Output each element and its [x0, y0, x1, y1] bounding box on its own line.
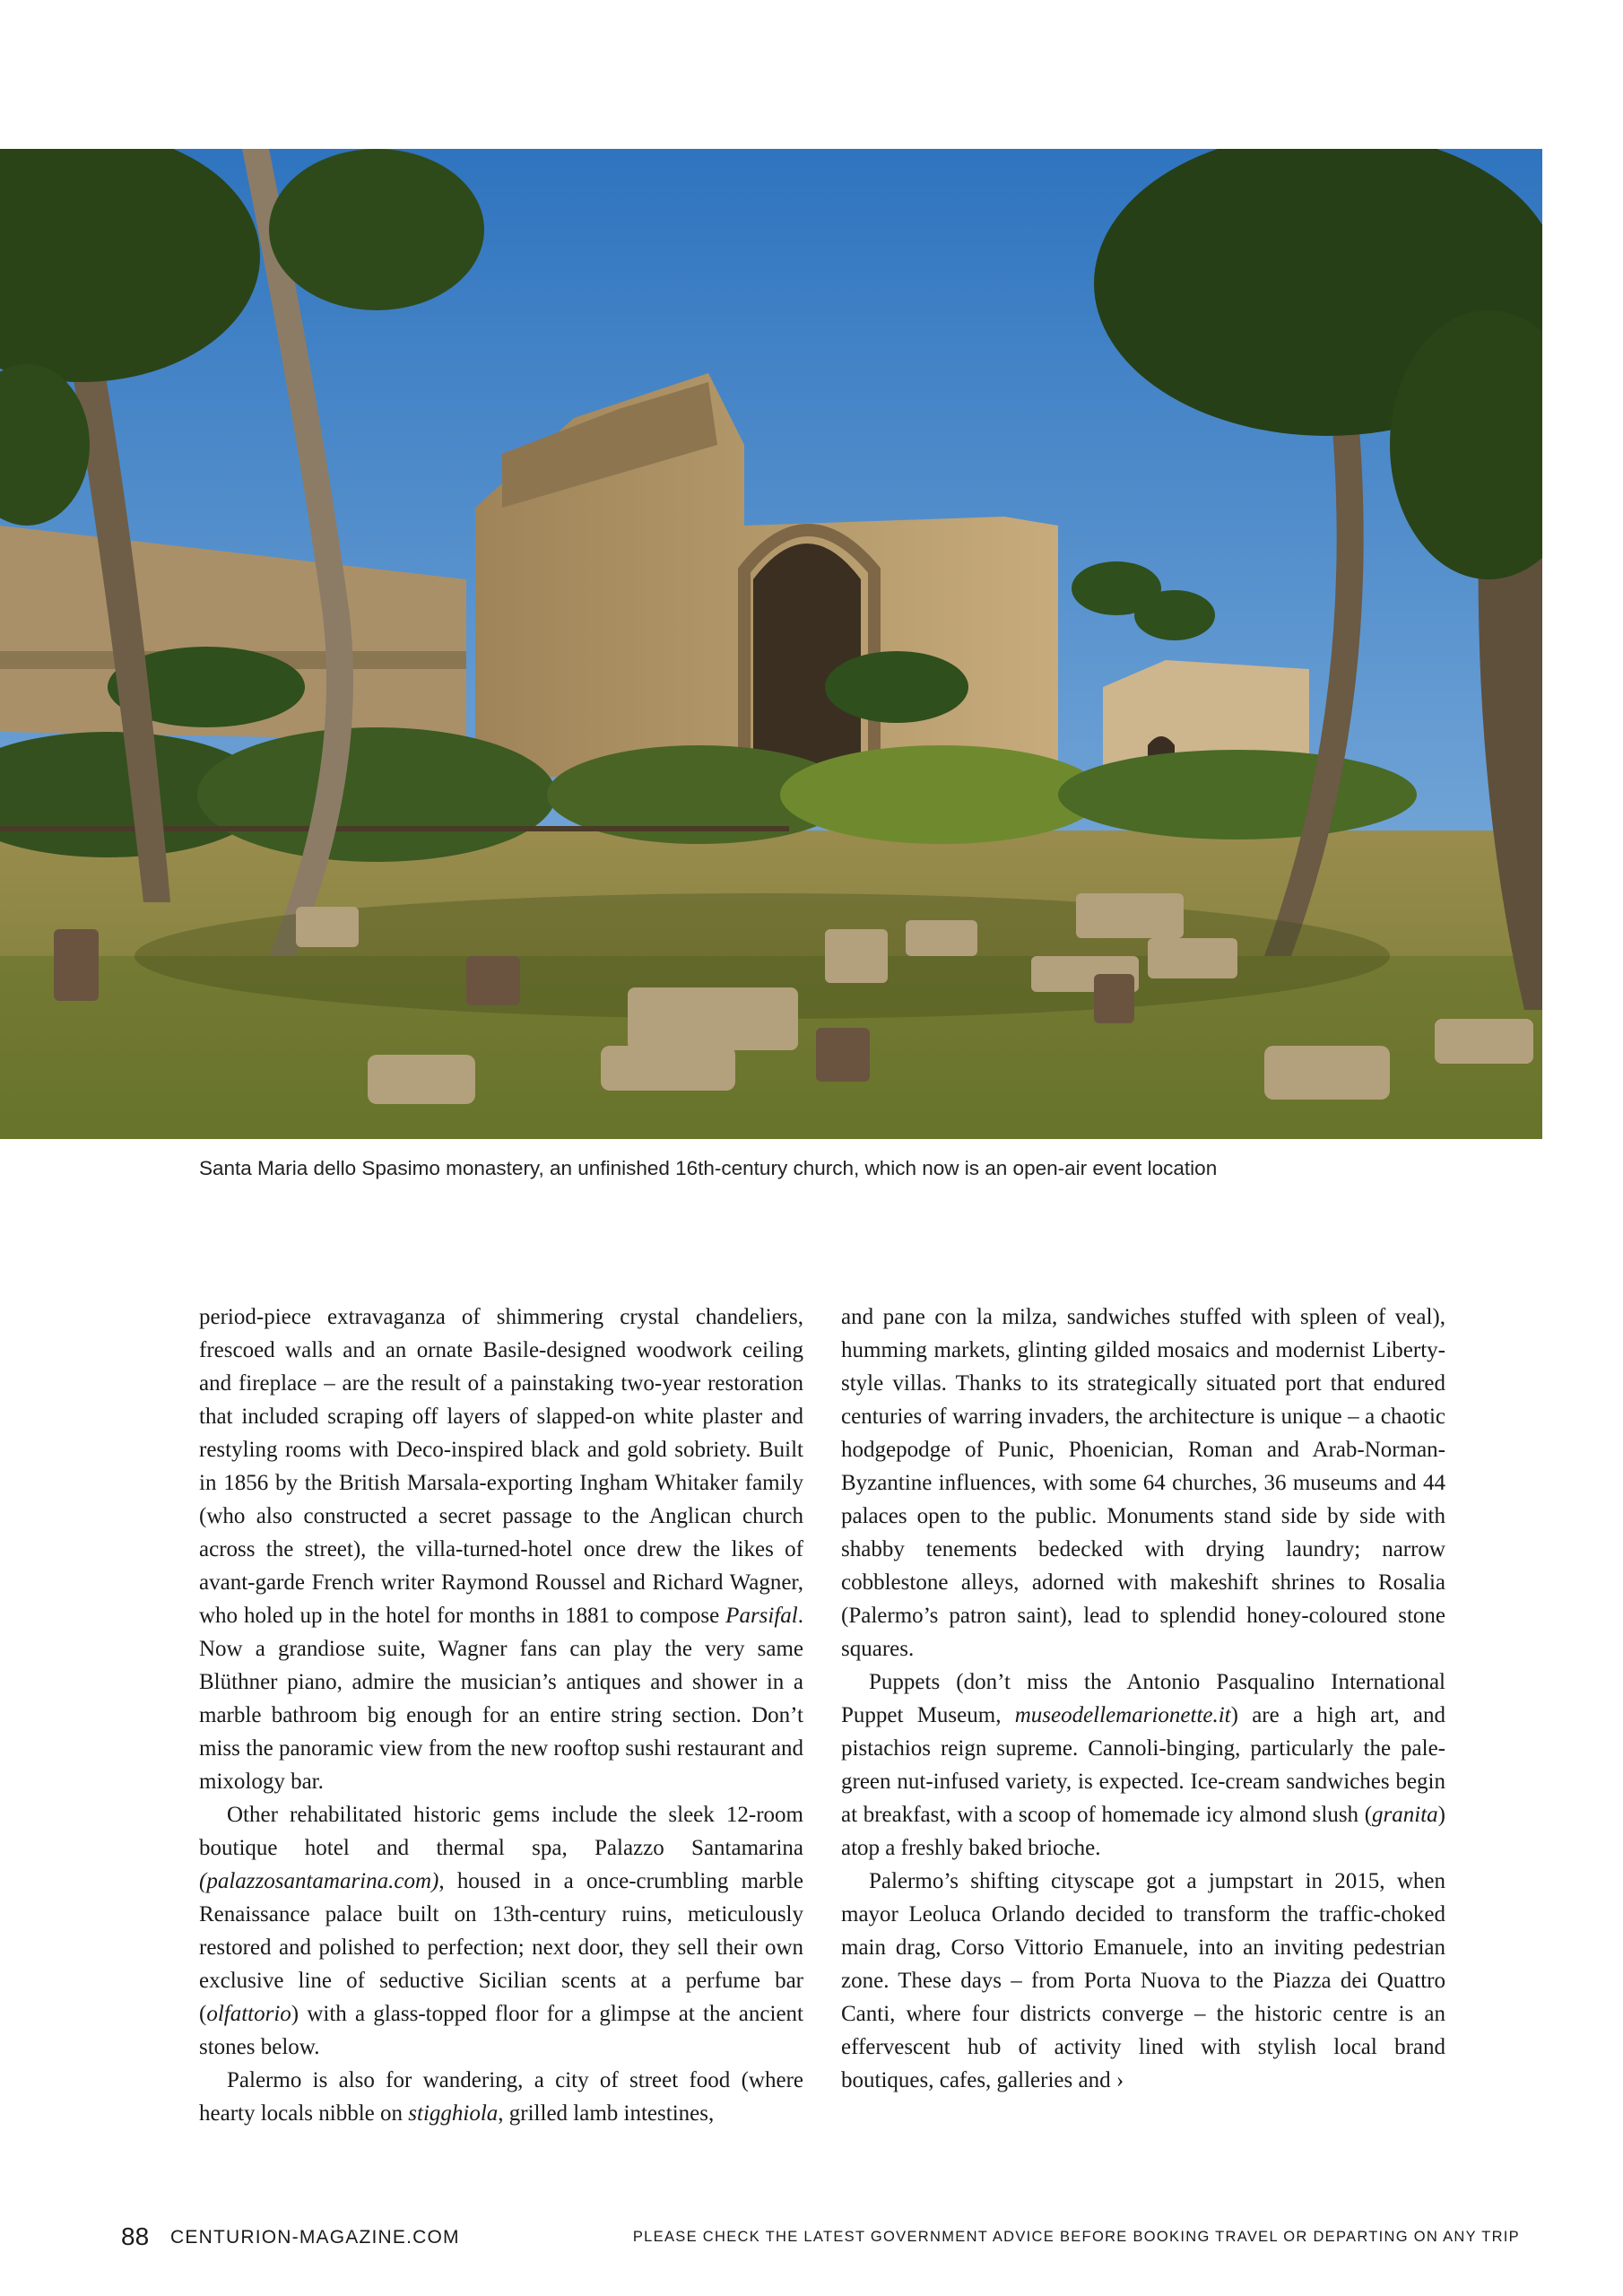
body-text: ) with a glass-topped floor for a glimpse at the ancient stones below.: [199, 2002, 803, 2059]
body-text: Other rehabilitated historic gems include the sleek 12-room boutique hotel and thermal spa, Palazzo Santamarina: [199, 1803, 803, 1860]
travel-disclaimer: PLEASE CHECK THE LATEST GOVERNMENT ADVICE BEFORE BOOKING TRAVEL OR DEPARTING ON ANY TRIP: [632, 2229, 1520, 2245]
body-text: ) are a high art, and pistachios reign supreme. Cannoli-binging, particularly the pale-green nut-infused variety, is expected. Ice-cream sandwiches begin at breakfast, with a scoop of homemade icy almond slush (: [841, 1703, 1445, 1827]
body-text: . Now a grandiose suite, Wagner fans can play the very same Blüthner piano, admire the musician’s antiques and shower in a marble bathroom big enough for an entire string section. Don’t miss the panoramic view from the new rooftop sushi restaurant and mixology bar.: [199, 1604, 803, 1794]
italic-text: olfattorio: [206, 2002, 291, 2026]
article-paragraph: [199, 1798, 803, 2064]
italic-text: (palazzosantamarina.com): [199, 1869, 439, 1893]
page-footer: [121, 2222, 1520, 2258]
page-number: 88: [121, 2222, 150, 2250]
article-column-left: [199, 1300, 803, 2130]
article-column-right: [841, 1300, 1445, 2097]
body-text: Palermo’s shifting cityscape got a jumpstart in 2015, when mayor Leoluca Orlando decided to transform the traffic-choked main drag, Corso Vittorio Emanuele, into an inviting pedestrian zone. These days – from Porta Nuova to the Piazza dei Quattro Canti, where four districts converge – the historic centre is an effervescent hub of activity lined with stylish local brand boutiques, cafes, galleries and ›: [841, 1869, 1445, 2092]
site-name-link[interactable]: CENTURION-MAGAZINE.COM: [170, 2227, 460, 2248]
article-paragraph: [841, 1300, 1445, 1665]
body-text: , housed in a once-crumbling marble Renaissance palace built on 13th-century ruins, meticulously restored and polished to perfection; next door, they sell their own exclusive line of seductive Sicilian scents at a perfume bar (: [199, 1869, 803, 2026]
body-text: Puppets (don’t miss the Antonio Pasqualino International Puppet Museum,: [841, 1670, 1445, 1727]
photo-caption: Santa Maria dello Spasimo monastery, an unfinished 16th-century church, which now is an open-air event location: [199, 1157, 1218, 1179]
article-paragraph: [841, 1865, 1445, 2097]
article-paragraph: [841, 1665, 1445, 1865]
italic-text: stigghiola: [408, 2101, 499, 2126]
article-paragraph: [199, 2064, 803, 2130]
hero-photo: [0, 149, 1542, 1139]
italic-text: granita: [1372, 1803, 1438, 1827]
italic-text: Parsifal: [725, 1604, 798, 1628]
monastery-photo-illustration: [0, 149, 1542, 1139]
body-text: Palermo is also for wandering, a city of street food (where hearty locals nibble on: [199, 2068, 803, 2126]
italic-text: museodellemarionette.it: [1014, 1703, 1231, 1727]
body-text: period-piece extravaganza of shimmering crystal chandeliers, frescoed walls and an ornate Basile-designed woodwork ceiling and fireplace – are the result of a painstaking two-year restoration that included scraping off layers of slapped-on white plaster and restyling rooms with Deco-inspired black and gold sobriety. Built in 1856 by the British Marsala-exporting Ingham Whitaker family (who also constructed a secret passage to the Anglican church across the street), the villa-turned-hotel once drew the likes of avant-garde French writer Raymond Roussel and Richard Wagner, who holed up in the hotel for months in 1881 to compose: [199, 1305, 803, 1628]
body-text: , grilled lamb intestines,: [498, 2101, 715, 2126]
body-text: and pane con la milza, sandwiches stuffed with spleen of veal), humming markets, glinting gilded mosaics and modernist Liberty-style villas. Thanks to its strategically situated port that endured centuries of warring invaders, the architecture is unique – a chaotic hodgepodge of Punic, Phoenician, Roman and Arab-Norman-Byzantine influences, with some 64 churches, 36 museums and 44 palaces open to the public. Monuments stand side by side with shabby tenements bedecked with drying laundry; narrow cobblestone alleys, adorned with makeshift shrines to Rosalia (Palermo’s patron saint), lead to splendid honey-coloured stone squares.: [841, 1305, 1445, 1661]
article-paragraph: [199, 1300, 803, 1798]
body-text: ) atop a freshly baked brioche.: [841, 1803, 1445, 1860]
